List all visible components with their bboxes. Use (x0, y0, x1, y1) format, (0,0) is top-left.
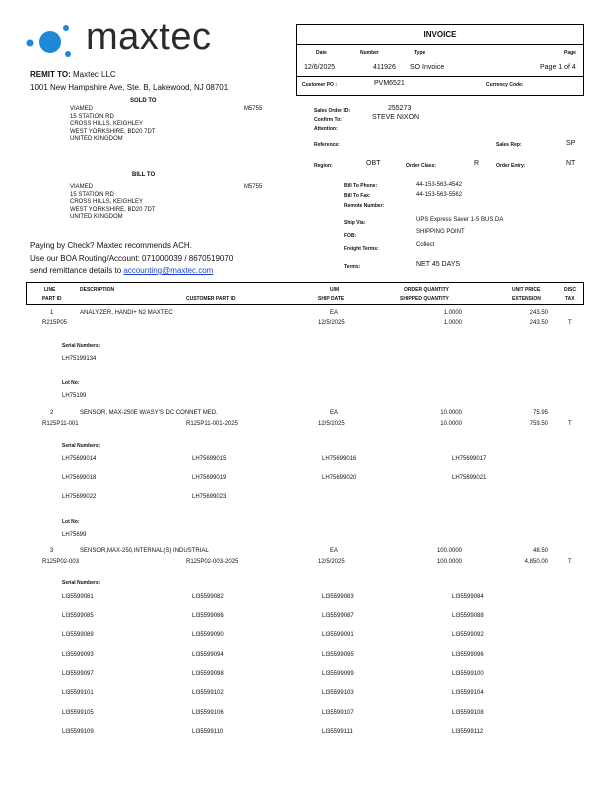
invoice-number: 411926 (373, 64, 396, 71)
col-customer-part: CUSTOMER PART ID (186, 296, 236, 302)
ship-via: UPS Express Saver 1-5 BUS DA (416, 217, 504, 223)
date-label: Date (316, 50, 327, 56)
reference-label: Reference: (314, 142, 340, 148)
fob: SHIPPING POINT (416, 229, 465, 235)
lot-number: LH75199 (62, 393, 87, 399)
bill-to-code: M5755 (244, 184, 263, 190)
fob-label: FOB: (344, 233, 357, 239)
sold-to-code: M5755 (244, 106, 263, 112)
currency-label: Currency Code: (486, 82, 524, 88)
serial-label: Serial Numbers: (62, 343, 101, 349)
bill-to-address: VIAMED 15 STATION RD CROSS HILLS, KEIGHLEY WEST YORKSHIRE, BD20 7DT UNITED KINGDOM (70, 184, 156, 220)
sales-rep: SP (566, 140, 576, 147)
customer-po-label: Customer PO : (302, 82, 338, 88)
col-line: LINE (44, 287, 56, 293)
col-part-id: PART ID (42, 296, 62, 302)
col-shipped-qty: SHIPPED QUANTITY (400, 296, 449, 302)
bill-phone: 44-153-563-4542 (416, 182, 463, 188)
remittance-email-link[interactable]: accounting@maxtec.com (123, 266, 214, 275)
remit-address: 1001 New Hampshire Ave, Ste. B, Lakewood, NJ 08701 (30, 83, 229, 92)
payment-line-3: send remittance details to accounting@maxtec.com (30, 266, 214, 275)
table-header (26, 282, 584, 305)
ship-via-label: Ship Via: (344, 220, 366, 226)
region: OBT (366, 160, 381, 167)
page-label: Page (564, 50, 576, 56)
bill-fax-label: Bill To Fax: (344, 193, 371, 199)
company-logo (22, 16, 262, 66)
order-entry: NT (566, 160, 576, 167)
col-ship-date: SHIP DATE (318, 296, 345, 302)
logo-text: maxtec (86, 16, 212, 58)
invoice-page: Page 1 of 4 (540, 64, 576, 71)
invoice-type: SO Invoice (410, 64, 445, 71)
serial-number: LH75199134 (62, 356, 97, 362)
lot-label: Lot No: (62, 380, 80, 386)
freight-label: Freight Terms: (344, 246, 379, 252)
bill-fax: 44-153-563-5562 (416, 192, 463, 198)
freight: Collect (416, 242, 435, 248)
order-entry-label: Order Entry: (496, 163, 526, 169)
payment-line-1: Paying by Check? Maxtec recommends ACH. (30, 241, 192, 250)
serial-label: Serial Numbers: (62, 443, 101, 449)
payment-line-2: Use our BOA Routing/Account: 071000039 / 8670519070 (30, 254, 234, 263)
col-um: U/M (330, 287, 340, 293)
customer-po: PVM6521 (374, 80, 405, 87)
remote-label: Remote Number: (344, 203, 385, 209)
remit-label: REMIT TO: (30, 70, 71, 79)
bill-to-label: BILL TO (132, 172, 156, 178)
confirm-label: Confirm To: (314, 117, 342, 123)
col-order-qty: ORDER QUANTITY (404, 287, 449, 293)
terms: NET 45 DAYS (416, 261, 461, 268)
col-unit-price: UNIT PRICE (512, 287, 541, 293)
region-label: Region: (314, 163, 333, 169)
order-class: R (474, 160, 480, 167)
lot-label: Lot No: (62, 519, 80, 525)
invoice-title: INVOICE (423, 30, 457, 39)
terms-label: Terms: (344, 264, 361, 270)
remit-to (30, 70, 116, 79)
attention-label: Attention: (314, 126, 338, 132)
logo-dots-icon (22, 22, 92, 62)
bill-phone-label: Bill To Phone: (344, 183, 378, 189)
col-tax: TAX (565, 296, 575, 302)
sold-to-label: SOLD TO (130, 98, 157, 104)
sales-order: 255273 (388, 105, 412, 112)
serial-label: Serial Numbers: (62, 580, 101, 586)
remit-name: Maxtec LLC (72, 70, 116, 79)
number-label: Number (360, 50, 379, 56)
invoice-date: 12/6/2025 (304, 64, 336, 71)
col-extension: EXTENSION (512, 296, 541, 302)
sold-to-address: VIAMED 15 STATION RD CROSS HILLS, KEIGHLEY WEST YORKSHIRE, BD20 7DT UNITED KINGDOM (70, 106, 156, 142)
sales-rep-label: Sales Rep: (496, 142, 522, 148)
confirm-to: STEVE NIXON (372, 114, 420, 121)
order-class-label: Order Class: (406, 163, 437, 169)
col-disc: DISC (564, 287, 576, 293)
col-description: DESCRIPTION (80, 287, 115, 293)
lot-number: LH75699 (62, 532, 87, 538)
sales-order-label: Sales Order ID: (314, 108, 351, 114)
type-label: Type (414, 50, 426, 56)
